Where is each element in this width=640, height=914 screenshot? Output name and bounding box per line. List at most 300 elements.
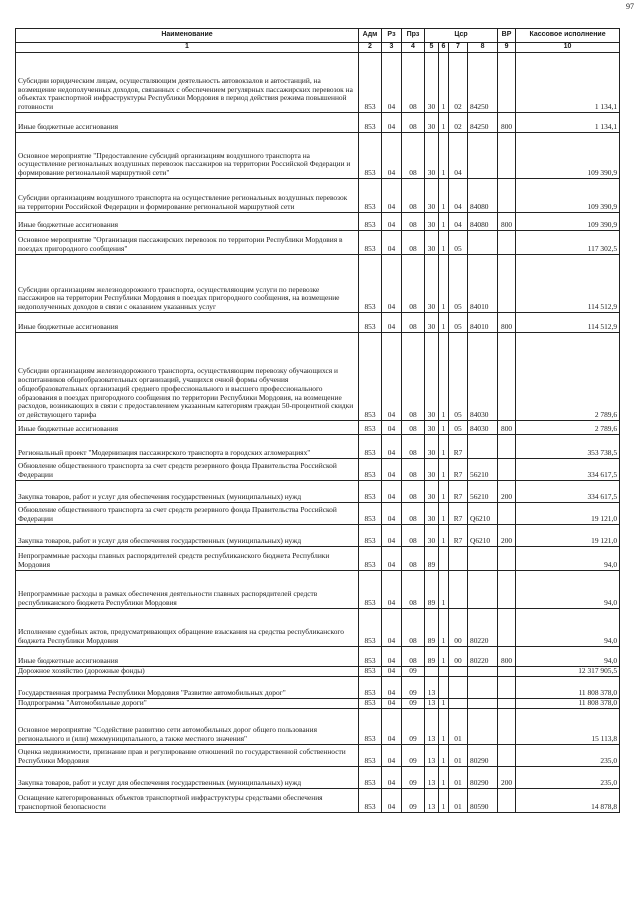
row-adm: 853 [359, 133, 382, 179]
row-prz: 08 [402, 547, 425, 571]
row-amount: 334 617,5 [516, 481, 620, 503]
row-csr-program: 30 [425, 481, 439, 503]
row-rz: 04 [382, 255, 402, 313]
row-prz: 08 [402, 333, 425, 421]
row-csr-code: 84030 [468, 333, 498, 421]
row-vr [498, 667, 516, 677]
budget-table [15, 28, 620, 813]
row-adm: 853 [359, 767, 382, 789]
row-name: Региональный проект "Модернизация пассажирского транспорта в городских агломерациях" [16, 435, 359, 459]
row-prz: 09 [402, 745, 425, 767]
row-csr-event: R7 [449, 481, 468, 503]
header-rz: Рз [382, 29, 402, 43]
table-row [16, 231, 620, 255]
row-csr-subprogram: 1 [439, 647, 449, 667]
row-prz: 08 [402, 525, 425, 547]
row-amount: 94,0 [516, 647, 620, 667]
row-amount: 94,0 [516, 609, 620, 647]
table-row [16, 53, 620, 113]
row-adm: 853 [359, 213, 382, 231]
row-vr [498, 333, 516, 421]
table-row [16, 503, 620, 525]
row-csr-program: 89 [425, 609, 439, 647]
row-rz: 04 [382, 745, 402, 767]
row-rz: 04 [382, 667, 402, 677]
row-csr-subprogram: 1 [439, 333, 449, 421]
row-csr-code: 56210 [468, 481, 498, 503]
col-number: 5 [425, 43, 439, 53]
row-csr-subprogram [439, 667, 449, 677]
row-name: Субсидии организациям железнодорожного транспорта, осуществляющим услуги по перевозке пассажиров на территории Республики Мордовия в поездах пригородного сообщения, на возмещение недополученных доходов в связи с оказанием указанных услуг [16, 255, 359, 313]
row-csr-event [449, 547, 468, 571]
row-csr-program: 13 [425, 677, 439, 699]
row-csr-program: 30 [425, 231, 439, 255]
row-csr-program: 30 [425, 53, 439, 113]
row-csr-code: 80590 [468, 789, 498, 813]
row-rz: 04 [382, 231, 402, 255]
col-number: 7 [449, 43, 468, 53]
row-prz: 08 [402, 213, 425, 231]
row-csr-event: 05 [449, 231, 468, 255]
row-csr-code: 84030 [468, 421, 498, 435]
page-number: 97 [626, 2, 634, 11]
row-csr-code: 84080 [468, 179, 498, 213]
row-csr-code [468, 667, 498, 677]
row-csr-code: 80290 [468, 745, 498, 767]
row-csr-program: 13 [425, 789, 439, 813]
row-csr-event: 01 [449, 767, 468, 789]
row-name: Дорожное хозяйство (дорожные фонды) [16, 667, 359, 677]
row-rz: 04 [382, 547, 402, 571]
row-csr-program: 13 [425, 745, 439, 767]
table-row [16, 609, 620, 647]
row-adm: 853 [359, 255, 382, 313]
row-adm: 853 [359, 313, 382, 333]
row-csr-event: 02 [449, 113, 468, 133]
row-csr-subprogram: 1 [439, 421, 449, 435]
row-csr-code [468, 435, 498, 459]
row-csr-event: 05 [449, 421, 468, 435]
row-csr-event: R7 [449, 459, 468, 481]
row-amount: 353 738,5 [516, 435, 620, 459]
row-csr-code [468, 231, 498, 255]
row-amount: 14 878,8 [516, 789, 620, 813]
row-csr-program: 30 [425, 503, 439, 525]
row-prz: 09 [402, 667, 425, 677]
row-csr-code: 80220 [468, 647, 498, 667]
row-csr-subprogram: 1 [439, 179, 449, 213]
row-csr-subprogram: 1 [439, 745, 449, 767]
row-rz: 04 [382, 179, 402, 213]
row-name: Оценка недвижимости, признание прав и регулирование отношений по государственной собственности Республики Мордовия [16, 745, 359, 767]
row-csr-code [468, 571, 498, 609]
row-vr: 800 [498, 647, 516, 667]
row-adm: 853 [359, 525, 382, 547]
row-csr-code [468, 709, 498, 745]
table-row [16, 459, 620, 481]
row-vr [498, 503, 516, 525]
row-csr-subprogram: 1 [439, 213, 449, 231]
row-csr-event: 01 [449, 745, 468, 767]
row-rz: 04 [382, 459, 402, 481]
row-rz: 04 [382, 525, 402, 547]
row-csr-program: 30 [425, 113, 439, 133]
row-vr [498, 571, 516, 609]
row-csr-subprogram: 1 [439, 609, 449, 647]
table-row [16, 481, 620, 503]
row-amount: 1 134,1 [516, 113, 620, 133]
row-vr [498, 745, 516, 767]
row-amount: 114 512,9 [516, 313, 620, 333]
row-csr-event: R7 [449, 503, 468, 525]
row-prz: 08 [402, 609, 425, 647]
row-rz: 04 [382, 213, 402, 231]
row-name: Подпрограмма "Автомобильные дороги" [16, 699, 359, 709]
table-row [16, 421, 620, 435]
row-csr-event: 01 [449, 789, 468, 813]
row-rz: 04 [382, 435, 402, 459]
row-prz: 08 [402, 231, 425, 255]
row-vr: 800 [498, 113, 516, 133]
row-prz: 08 [402, 421, 425, 435]
row-vr [498, 547, 516, 571]
row-csr-program: 30 [425, 133, 439, 179]
row-adm: 853 [359, 699, 382, 709]
row-csr-subprogram: 1 [439, 231, 449, 255]
row-csr-program: 30 [425, 333, 439, 421]
row-amount: 2 789,6 [516, 421, 620, 435]
row-csr-subprogram: 1 [439, 767, 449, 789]
row-csr-subprogram: 1 [439, 503, 449, 525]
header-name: Наименование [16, 29, 359, 43]
row-adm: 853 [359, 745, 382, 767]
table-row [16, 767, 620, 789]
col-number: 3 [382, 43, 402, 53]
row-csr-program: 30 [425, 525, 439, 547]
row-csr-code: 80220 [468, 609, 498, 647]
table-row [16, 571, 620, 609]
table-row [16, 525, 620, 547]
row-csr-event: 05 [449, 333, 468, 421]
row-rz: 04 [382, 133, 402, 179]
row-csr-subprogram: 1 [439, 699, 449, 709]
row-csr-subprogram: 1 [439, 133, 449, 179]
row-csr-event [449, 571, 468, 609]
row-adm: 853 [359, 435, 382, 459]
row-adm: 853 [359, 709, 382, 745]
row-vr [498, 789, 516, 813]
row-csr-program: 30 [425, 435, 439, 459]
row-prz: 09 [402, 677, 425, 699]
row-name: Оснащение категорированных объектов транспортной инфраструктуры средствами обеспечения транспортной безопасности [16, 789, 359, 813]
row-vr: 800 [498, 213, 516, 231]
row-name: Непрограммные расходы главных распорядителей средств республиканского бюджета Республики Мордовия [16, 547, 359, 571]
col-number: 10 [516, 43, 620, 53]
row-rz: 04 [382, 709, 402, 745]
row-csr-code: 84010 [468, 313, 498, 333]
row-csr-event: 02 [449, 53, 468, 113]
row-name: Иные бюджетные ассигнования [16, 647, 359, 667]
table-row [16, 709, 620, 745]
row-prz: 08 [402, 113, 425, 133]
col-number: 2 [359, 43, 382, 53]
row-csr-event: 00 [449, 609, 468, 647]
row-vr [498, 709, 516, 745]
row-prz: 08 [402, 647, 425, 667]
row-csr-program: 30 [425, 213, 439, 231]
row-name: Исполнение судебных актов, предусматривающих обращение взыскания на средства республиканского бюджета Республики Мордовия [16, 609, 359, 647]
row-name: Основное мероприятие "Содействие развитию сети автомобильных дорог общего пользования регионального и (или) межмуниципального, а также местного значения" [16, 709, 359, 745]
row-vr: 800 [498, 313, 516, 333]
row-amount: 114 512,9 [516, 255, 620, 313]
row-amount: 109 390,9 [516, 179, 620, 213]
row-adm: 853 [359, 609, 382, 647]
row-rz: 04 [382, 699, 402, 709]
row-adm: 853 [359, 789, 382, 813]
row-prz: 08 [402, 503, 425, 525]
table-row [16, 789, 620, 813]
row-amount: 19 121,0 [516, 503, 620, 525]
row-csr-subprogram: 1 [439, 459, 449, 481]
row-csr-subprogram: 1 [439, 709, 449, 745]
row-name: Обновление общественного транспорта за счет средств резервного фонда Правительства Российской Федерации [16, 459, 359, 481]
row-rz: 04 [382, 789, 402, 813]
row-csr-code [468, 547, 498, 571]
row-adm: 853 [359, 113, 382, 133]
row-adm: 853 [359, 53, 382, 113]
header-prz: Прз [402, 29, 425, 43]
row-prz: 08 [402, 133, 425, 179]
row-csr-subprogram: 1 [439, 789, 449, 813]
table-row [16, 113, 620, 133]
row-amount: 94,0 [516, 547, 620, 571]
row-prz: 09 [402, 789, 425, 813]
row-vr: 200 [498, 767, 516, 789]
row-csr-code: 80290 [468, 767, 498, 789]
row-adm: 853 [359, 571, 382, 609]
row-csr-subprogram: 1 [439, 481, 449, 503]
row-vr [498, 609, 516, 647]
row-prz: 08 [402, 459, 425, 481]
table-row [16, 667, 620, 677]
row-amount: 15 113,8 [516, 709, 620, 745]
row-amount: 117 302,5 [516, 231, 620, 255]
row-amount: 1 134,1 [516, 53, 620, 113]
row-rz: 04 [382, 113, 402, 133]
row-adm: 853 [359, 647, 382, 667]
row-amount: 12 317 905,5 [516, 667, 620, 677]
col-number: 1 [16, 43, 359, 53]
row-rz: 04 [382, 333, 402, 421]
row-csr-event: 05 [449, 255, 468, 313]
row-name: Субсидии организациям железнодорожного транспорта, осуществляющим перевозку обучающихся и воспитанников общеобразовательных организаций, учащихся очной формы обучения общеобразовательных организаций среднего профессионального и высшего профессионального образования в поездах пригородного сообщения по территории Республики Мордовия, на возмещение расходов, возникающих в связи с предоставлением указанным категориям граждан 50-процентной скидки от действующего тарифа [16, 333, 359, 421]
row-amount: 235,0 [516, 767, 620, 789]
row-csr-code: 84250 [468, 53, 498, 113]
row-csr-program: 13 [425, 767, 439, 789]
row-name: Непрограммные расходы в рамках обеспечения деятельности главных распорядителей средств республиканского бюджета Республики Мордовия [16, 571, 359, 609]
row-rz: 04 [382, 53, 402, 113]
row-adm: 853 [359, 547, 382, 571]
row-name: Субсидии юридическим лицам, осуществляющим деятельность автовокзалов и автостанций, на возмещение недополученных доходов, связанных с обеспечением регулярных пассажирских перевозок на объектах транспортной инфраструктуры Республики Мордовия в период действия режима повышенной готовности [16, 53, 359, 113]
row-rz: 04 [382, 503, 402, 525]
row-rz: 04 [382, 609, 402, 647]
row-csr-subprogram: 1 [439, 525, 449, 547]
row-amount: 334 617,5 [516, 459, 620, 481]
row-csr-program: 13 [425, 709, 439, 745]
row-vr [498, 435, 516, 459]
row-csr-program: 30 [425, 459, 439, 481]
row-csr-subprogram: 1 [439, 113, 449, 133]
table-body [16, 53, 620, 813]
row-rz: 04 [382, 421, 402, 435]
row-adm: 853 [359, 459, 382, 481]
row-name: Обновление общественного транспорта за счет средств резервного фонда Правительства Российской Федерации [16, 503, 359, 525]
row-csr-program: 30 [425, 179, 439, 213]
row-csr-program: 89 [425, 547, 439, 571]
row-csr-event: R7 [449, 435, 468, 459]
row-csr-event: 04 [449, 179, 468, 213]
row-csr-code: 56210 [468, 459, 498, 481]
table-row [16, 547, 620, 571]
row-prz: 08 [402, 481, 425, 503]
row-prz: 08 [402, 313, 425, 333]
row-vr [498, 133, 516, 179]
row-csr-event [449, 667, 468, 677]
row-vr [498, 255, 516, 313]
row-csr-subprogram [439, 677, 449, 699]
row-csr-subprogram: 1 [439, 53, 449, 113]
table-row [16, 677, 620, 699]
row-csr-event: 01 [449, 709, 468, 745]
row-amount: 94,0 [516, 571, 620, 609]
row-name: Основное мероприятие "Организация пассажирских перевозок по территории Республики Мордовия в поездах пригородного сообщения" [16, 231, 359, 255]
row-vr [498, 231, 516, 255]
table-row [16, 133, 620, 179]
row-csr-event: 05 [449, 313, 468, 333]
row-amount: 19 121,0 [516, 525, 620, 547]
row-adm: 853 [359, 677, 382, 699]
row-rz: 04 [382, 481, 402, 503]
row-vr: 200 [498, 481, 516, 503]
row-csr-subprogram: 1 [439, 255, 449, 313]
row-name: Государственная программа Республики Мордовия "Развитие автомобильных дорог" [16, 677, 359, 699]
header-adm: Адм [359, 29, 382, 43]
row-vr [498, 677, 516, 699]
row-csr-code [468, 677, 498, 699]
row-prz: 09 [402, 699, 425, 709]
row-csr-code [468, 699, 498, 709]
row-amount: 235,0 [516, 745, 620, 767]
row-vr: 800 [498, 421, 516, 435]
row-prz: 09 [402, 767, 425, 789]
table-row [16, 699, 620, 709]
row-csr-subprogram: 1 [439, 435, 449, 459]
table-row [16, 333, 620, 421]
row-csr-event [449, 677, 468, 699]
table-row [16, 255, 620, 313]
row-csr-program: 30 [425, 421, 439, 435]
row-name: Иные бюджетные ассигнования [16, 421, 359, 435]
row-amount: 11 808 378,0 [516, 677, 620, 699]
row-adm: 853 [359, 231, 382, 255]
row-amount: 2 789,6 [516, 333, 620, 421]
row-csr-code: Q6210 [468, 503, 498, 525]
row-prz: 08 [402, 179, 425, 213]
header-csr: Цср [425, 29, 498, 43]
row-amount: 11 808 378,0 [516, 699, 620, 709]
row-csr-subprogram: 1 [439, 571, 449, 609]
row-csr-subprogram [439, 547, 449, 571]
row-csr-program: 89 [425, 647, 439, 667]
row-csr-code: 84080 [468, 213, 498, 231]
row-prz: 08 [402, 571, 425, 609]
row-amount: 109 390,9 [516, 133, 620, 179]
row-rz: 04 [382, 571, 402, 609]
row-name: Основное мероприятие "Предоставление субсидий организациям воздушного транспорта на осуществление региональных воздушных перевозок пассажиров на территории Российской Федерации и формирование региональной маршрутной сети" [16, 133, 359, 179]
table-row [16, 745, 620, 767]
row-rz: 04 [382, 313, 402, 333]
row-adm: 853 [359, 179, 382, 213]
row-prz: 08 [402, 255, 425, 313]
row-name: Субсидии организациям воздушного транспорта на осуществление региональных воздушных перевозок на территории Российской Федерации и формирование региональной маршрутной сети [16, 179, 359, 213]
table-row [16, 179, 620, 213]
row-csr-code: 84010 [468, 255, 498, 313]
row-csr-program: 30 [425, 255, 439, 313]
row-amount: 109 390,9 [516, 213, 620, 231]
row-csr-subprogram: 1 [439, 313, 449, 333]
row-csr-program: 89 [425, 571, 439, 609]
row-name: Закупка товаров, работ и услуг для обеспечения государственных (муниципальных) нужд [16, 525, 359, 547]
row-vr [498, 53, 516, 113]
header-vr: ВР [498, 29, 516, 43]
row-vr: 200 [498, 525, 516, 547]
row-prz: 08 [402, 53, 425, 113]
row-rz: 04 [382, 647, 402, 667]
row-csr-event [449, 699, 468, 709]
row-vr [498, 179, 516, 213]
row-adm: 853 [359, 481, 382, 503]
row-csr-event: 04 [449, 133, 468, 179]
row-vr [498, 459, 516, 481]
row-csr-program [425, 667, 439, 677]
row-csr-program: 13 [425, 699, 439, 709]
header-amount: Кассовое исполнение [516, 29, 620, 43]
row-vr [498, 699, 516, 709]
row-adm: 853 [359, 667, 382, 677]
row-csr-event: R7 [449, 525, 468, 547]
row-csr-event: 00 [449, 647, 468, 667]
col-number: 9 [498, 43, 516, 53]
col-number: 8 [468, 43, 498, 53]
row-name: Иные бюджетные ассигнования [16, 213, 359, 231]
row-adm: 853 [359, 421, 382, 435]
row-name: Иные бюджетные ассигнования [16, 113, 359, 133]
row-csr-code: Q6210 [468, 525, 498, 547]
row-csr-event: 04 [449, 213, 468, 231]
row-name: Закупка товаров, работ и услуг для обеспечения государственных (муниципальных) нужд [16, 481, 359, 503]
row-csr-program: 30 [425, 313, 439, 333]
row-prz: 09 [402, 709, 425, 745]
row-prz: 08 [402, 435, 425, 459]
row-adm: 853 [359, 503, 382, 525]
table-row [16, 313, 620, 333]
row-name: Закупка товаров, работ и услуг для обеспечения государственных (муниципальных) нужд [16, 767, 359, 789]
table-row [16, 213, 620, 231]
row-adm: 853 [359, 333, 382, 421]
table-row [16, 647, 620, 667]
row-csr-code [468, 133, 498, 179]
col-number: 4 [402, 43, 425, 53]
